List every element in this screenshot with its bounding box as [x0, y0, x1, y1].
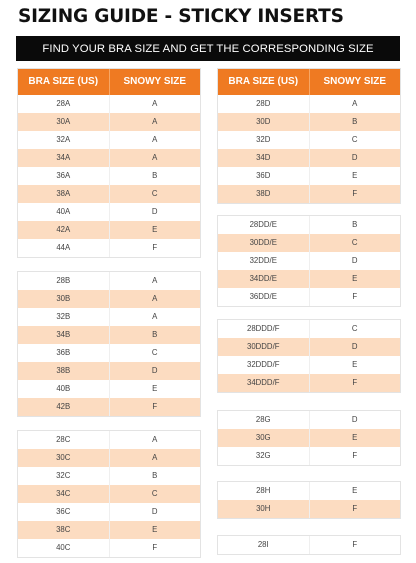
- table-row: [18, 113, 200, 131]
- bra-size-cell: 38D: [218, 185, 310, 203]
- table-row: [18, 380, 200, 398]
- bra-size-cell: 30DD/E: [218, 234, 310, 252]
- bra-size-cell: 34DDD/F: [218, 374, 310, 392]
- size-table-d: [218, 69, 400, 203]
- bra-size-cell: 28D: [218, 95, 310, 113]
- table-row: [218, 288, 400, 306]
- bra-size-cell: 32C: [18, 467, 110, 485]
- bra-size-cell: 36B: [18, 344, 110, 362]
- table-row: [18, 203, 200, 221]
- size-table-i: [218, 536, 400, 554]
- size-table-dd: [218, 216, 400, 306]
- bra-size-cell: 34A: [18, 149, 110, 167]
- snowy-size-cell: B: [152, 171, 158, 180]
- table-row: [18, 521, 200, 539]
- snowy-size-cell: B: [352, 220, 358, 229]
- table-row: [218, 429, 400, 447]
- snowy-size-cell: A: [152, 276, 158, 285]
- snowy-size-cell: F: [152, 243, 158, 252]
- snowy-size-cell: A: [152, 435, 158, 444]
- bra-size-cell: 36D: [218, 167, 310, 185]
- bra-size-cell: 40B: [18, 380, 110, 398]
- header-snowy-size: SNOWY SIZE: [123, 76, 187, 87]
- table-row: [218, 167, 400, 185]
- snowy-size-cell: D: [151, 507, 158, 516]
- snowy-size-cell: F: [152, 543, 158, 552]
- instruction-banner: FIND YOUR BRA SIZE AND GET THE CORRESPONDING SIZE: [16, 36, 400, 61]
- snowy-size-cell: F: [352, 292, 358, 301]
- bra-size-cell: 30G: [218, 429, 310, 447]
- bra-size-cell: 28A: [18, 95, 110, 113]
- size-table-g: [218, 411, 400, 465]
- size-table-ddd: [218, 320, 400, 392]
- size-table-h: [218, 482, 400, 518]
- table-row: [18, 467, 200, 485]
- bra-size-cell: 30H: [218, 500, 310, 518]
- page-title: SIZING GUIDE - STICKY INSERTS: [18, 6, 344, 27]
- table-row: [18, 503, 200, 521]
- bra-size-cell: 32D: [218, 131, 310, 149]
- snowy-size-cell: E: [152, 225, 158, 234]
- snowy-size-cell: C: [351, 135, 358, 144]
- snowy-size-cell: E: [352, 360, 358, 369]
- header-snowy-size: SNOWY SIZE: [323, 76, 387, 87]
- bra-size-cell: 34C: [18, 485, 110, 503]
- bra-size-cell: 36C: [18, 503, 110, 521]
- snowy-size-cell: F: [352, 378, 358, 387]
- table-row: [218, 149, 400, 167]
- table-row: [218, 411, 400, 429]
- bra-size-cell: 38B: [18, 362, 110, 380]
- table-row: [18, 149, 200, 167]
- table-row: [18, 95, 200, 113]
- snowy-size-cell: E: [152, 384, 158, 393]
- snowy-size-cell: B: [152, 471, 158, 480]
- bra-size-cell: 28B: [18, 272, 110, 290]
- bra-size-cell: 34D: [218, 149, 310, 167]
- snowy-size-cell: C: [351, 238, 358, 247]
- table-row: [218, 536, 400, 554]
- bra-size-cell: 38A: [18, 185, 110, 203]
- table-row: [18, 290, 200, 308]
- table-row: [18, 344, 200, 362]
- table-row: [218, 216, 400, 234]
- table-row: [218, 447, 400, 465]
- snowy-size-cell: D: [351, 153, 358, 162]
- bra-size-cell: 28H: [218, 482, 310, 500]
- bra-size-cell: 40C: [18, 539, 110, 557]
- bra-size-cell: 34DD/E: [218, 270, 310, 288]
- header-bra-size: BRA SIZE (US): [18, 69, 110, 95]
- bra-size-cell: 30A: [18, 113, 110, 131]
- snowy-size-cell: F: [352, 189, 358, 198]
- snowy-size-cell: C: [151, 189, 158, 198]
- table-row: [218, 374, 400, 392]
- snowy-size-cell: C: [151, 348, 158, 357]
- snowy-size-cell: C: [151, 489, 158, 498]
- bra-size-cell: 30DDD/F: [218, 338, 310, 356]
- bra-size-cell: 32G: [218, 447, 310, 465]
- snowy-size-cell: D: [351, 342, 358, 351]
- snowy-size-cell: B: [352, 117, 358, 126]
- snowy-size-cell: F: [352, 540, 358, 549]
- table-row: [18, 308, 200, 326]
- bra-size-cell: 32A: [18, 131, 110, 149]
- snowy-size-cell: A: [152, 135, 158, 144]
- table-row: [218, 185, 400, 203]
- table-row: [18, 362, 200, 380]
- bra-size-cell: 30B: [18, 290, 110, 308]
- header-bra-size: BRA SIZE (US): [218, 69, 310, 95]
- bra-size-cell: 40A: [18, 203, 110, 221]
- snowy-size-cell: C: [351, 324, 358, 333]
- size-table-a: [18, 69, 200, 257]
- snowy-size-cell: E: [352, 274, 358, 283]
- snowy-size-cell: E: [352, 486, 358, 495]
- bra-size-cell: 36A: [18, 167, 110, 185]
- table-row: [218, 95, 400, 113]
- table-row: [218, 356, 400, 374]
- bra-size-cell: 36DD/E: [218, 288, 310, 306]
- bra-size-cell: 42B: [18, 398, 110, 416]
- table-header: [18, 69, 200, 95]
- snowy-size-cell: D: [351, 256, 358, 265]
- snowy-size-cell: A: [352, 99, 358, 108]
- snowy-size-cell: A: [152, 312, 158, 321]
- snowy-size-cell: E: [352, 171, 358, 180]
- bra-size-cell: 28C: [18, 431, 110, 449]
- table-row: [18, 131, 200, 149]
- bra-size-cell: 34B: [18, 326, 110, 344]
- bra-size-cell: 32DD/E: [218, 252, 310, 270]
- table-row: [18, 167, 200, 185]
- table-row: [18, 449, 200, 467]
- table-row: [218, 252, 400, 270]
- bra-size-cell: 30C: [18, 449, 110, 467]
- snowy-size-cell: A: [152, 153, 158, 162]
- bra-size-cell: 28DDD/F: [218, 320, 310, 338]
- snowy-size-cell: A: [152, 117, 158, 126]
- table-header: [218, 69, 400, 95]
- table-row: [18, 185, 200, 203]
- bra-size-cell: 32B: [18, 308, 110, 326]
- bra-size-cell: 38C: [18, 521, 110, 539]
- table-row: [18, 239, 200, 257]
- table-row: [218, 113, 400, 131]
- snowy-size-cell: F: [352, 451, 358, 460]
- table-row: [218, 234, 400, 252]
- snowy-size-cell: E: [352, 433, 358, 442]
- table-row: [218, 320, 400, 338]
- snowy-size-cell: E: [152, 525, 158, 534]
- snowy-size-cell: F: [352, 504, 358, 513]
- size-table-b: [18, 272, 200, 416]
- snowy-size-cell: F: [152, 402, 158, 411]
- table-row: [18, 431, 200, 449]
- table-row: [18, 272, 200, 290]
- bra-size-cell: 28DD/E: [218, 216, 310, 234]
- table-row: [18, 485, 200, 503]
- snowy-size-cell: A: [152, 453, 158, 462]
- snowy-size-cell: B: [152, 330, 158, 339]
- table-row: [18, 221, 200, 239]
- snowy-size-cell: A: [152, 99, 158, 108]
- snowy-size-cell: A: [152, 294, 158, 303]
- table-row: [218, 338, 400, 356]
- snowy-size-cell: D: [151, 366, 158, 375]
- table-row: [18, 326, 200, 344]
- table-row: [218, 482, 400, 500]
- bra-size-cell: 28G: [218, 411, 310, 429]
- table-row: [218, 131, 400, 149]
- snowy-size-cell: D: [151, 207, 158, 216]
- bra-size-cell: 30D: [218, 113, 310, 131]
- size-table-c: [18, 431, 200, 557]
- table-row: [18, 539, 200, 557]
- bra-size-cell: 44A: [18, 239, 110, 257]
- bra-size-cell: 32DDD/F: [218, 356, 310, 374]
- bra-size-cell: 28I: [218, 536, 310, 554]
- table-row: [218, 500, 400, 518]
- snowy-size-cell: D: [351, 415, 358, 424]
- table-row: [218, 270, 400, 288]
- table-row: [18, 398, 200, 416]
- bra-size-cell: 42A: [18, 221, 110, 239]
